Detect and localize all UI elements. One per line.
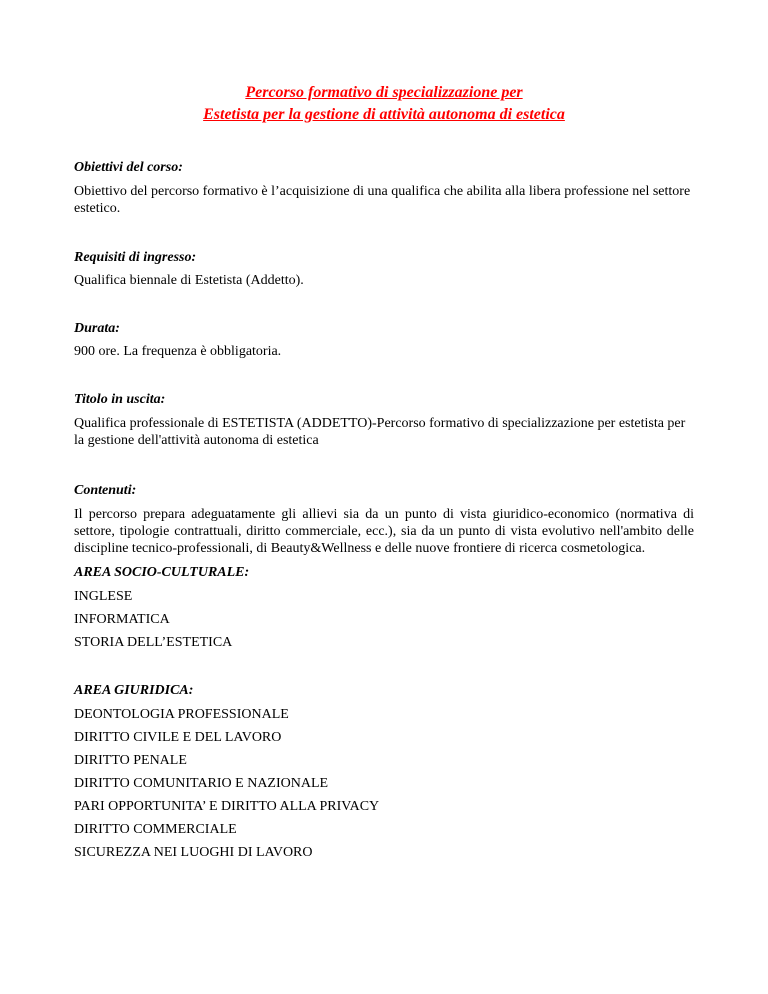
area-list-socio-culturale	[74, 582, 694, 651]
document-page	[74, 82, 694, 861]
section-heading-titolo: Titolo in uscita:	[74, 392, 166, 407]
area-list-giuridica	[74, 700, 694, 861]
section-text-durata: 900 ore. La frequenza è obbligatoria.	[74, 344, 282, 359]
list-item: DIRITTO COMMERCIALE	[74, 822, 237, 837]
section-heading-requisiti: Requisiti di ingresso:	[74, 250, 197, 265]
section-text-titolo: Qualifica professionale di ESTETISTA (ADDETTO)-Percorso formativo di specializzazione per estetista per la gestione dell'attività autonoma di estetica	[74, 416, 686, 448]
list-item: DIRITTO PENALE	[74, 753, 187, 768]
document-title-line-2: Estetista per la gestione di attività autonoma di estetica	[203, 106, 565, 123]
list-item: PARI OPPORTUNITA’ E DIRITTO ALLA PRIVACY	[74, 799, 380, 814]
area-heading-socio-culturale: AREA SOCIO-CULTURALE:	[74, 565, 250, 580]
list-item: INGLESE	[74, 589, 133, 604]
area-heading-giuridica: AREA GIURIDICA:	[74, 683, 194, 698]
section-heading-durata: Durata:	[74, 321, 120, 336]
section-text-requisiti: Qualifica biennale di Estetista (Addetto).	[74, 273, 304, 288]
section-heading-contenuti: Contenuti:	[74, 483, 137, 498]
list-item: DIRITTO CIVILE E DEL LAVORO	[74, 730, 282, 745]
section-heading-obiettivi: Obiettivi del corso:	[74, 160, 183, 175]
list-item: STORIA DELL’ESTETICA	[74, 635, 233, 650]
section-text-obiettivi: Obiettivo del percorso formativo è l’acquisizione di una qualifica che abilita alla libera professione nel settore estetico.	[74, 184, 691, 216]
section-text-contenuti: Il percorso prepara adeguatamente gli allievi sia da un punto di vista giuridico-economico (normativa di settore, tipologie contrattuali, diritto commerciale, ecc.), sia da un punto di vista evolutivo nell'ambito delle discipline tecnico-professionali, di Beauty&Wellness e delle nuove frontiere di ricerca cosmetologica.	[74, 507, 694, 556]
list-item: DEONTOLOGIA PROFESSIONALE	[74, 707, 289, 722]
document-title-line-1: Percorso formativo di specializzazione per	[245, 84, 523, 101]
list-item: DIRITTO COMUNITARIO E NAZIONALE	[74, 776, 329, 791]
list-item: INFORMATICA	[74, 612, 170, 627]
list-item: SICUREZZA NEI LUOGHI DI LAVORO	[74, 845, 313, 860]
